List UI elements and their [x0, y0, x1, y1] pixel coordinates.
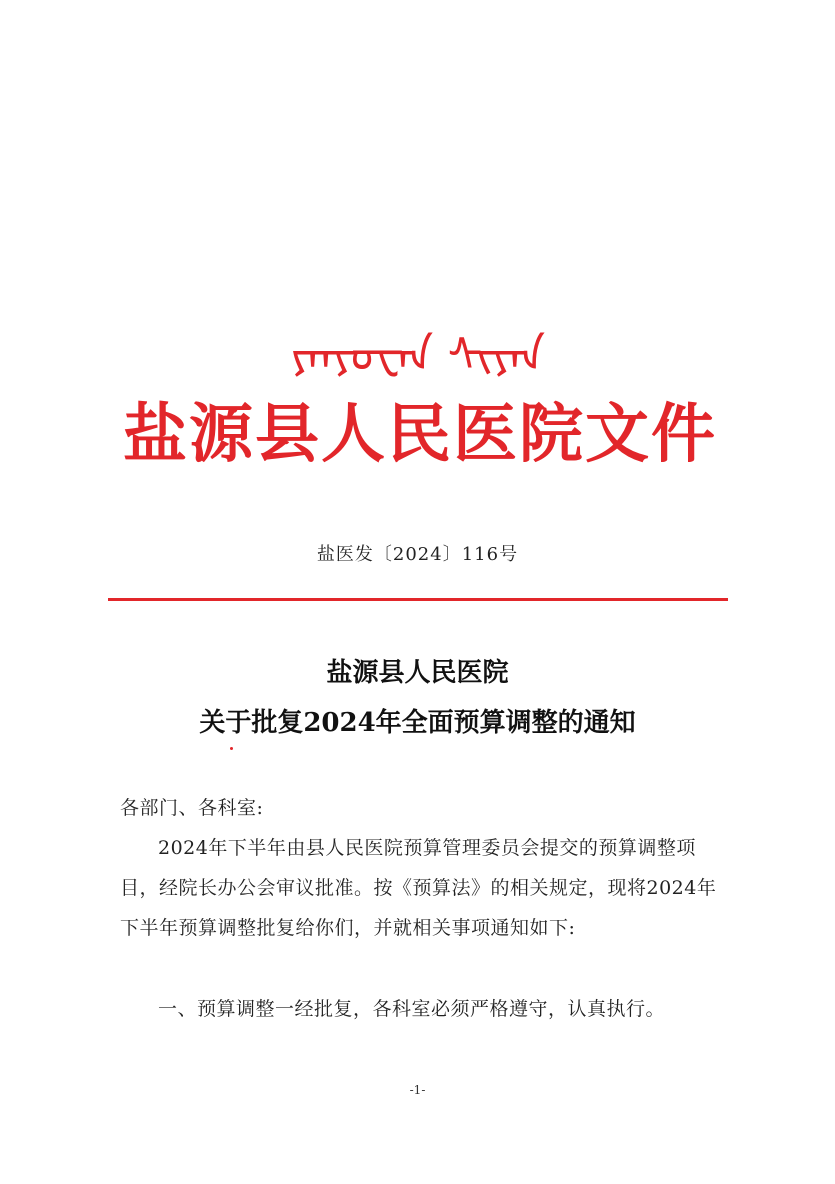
document-number: 盐医发〔2024〕116号 — [316, 544, 519, 565]
body-paragraph-1: 2024年下半年由县人民医院预算管理委员会提交的预算调整项目，经院长办公会审议批准。按《预算法》的相关规定，现将2024年下半年预算调整批复给你们，并就相关事项通知如下: — [120, 837, 717, 939]
notice-title-line1: 盐源县人民医院 — [326, 658, 509, 688]
print-speck — [230, 747, 233, 750]
notice-title-line2: 关于批复2024年全面预算调整的通知 — [199, 708, 636, 738]
org-document-title: 盐源县人民医院文件 — [123, 398, 717, 472]
salutation: 各部门、各科室: — [120, 797, 264, 819]
mongolian-header-line: ᠶᠠᠨᠶᠤᠸᠠᠨ ᠰᠢᠶᠠᠨ — [290, 328, 546, 382]
red-divider — [108, 598, 728, 601]
body-paragraph-2: 一、预算调整一经批复，各科室必须严格遵守，认真执行。 — [158, 998, 666, 1020]
page-number: -1- — [409, 1083, 426, 1097]
